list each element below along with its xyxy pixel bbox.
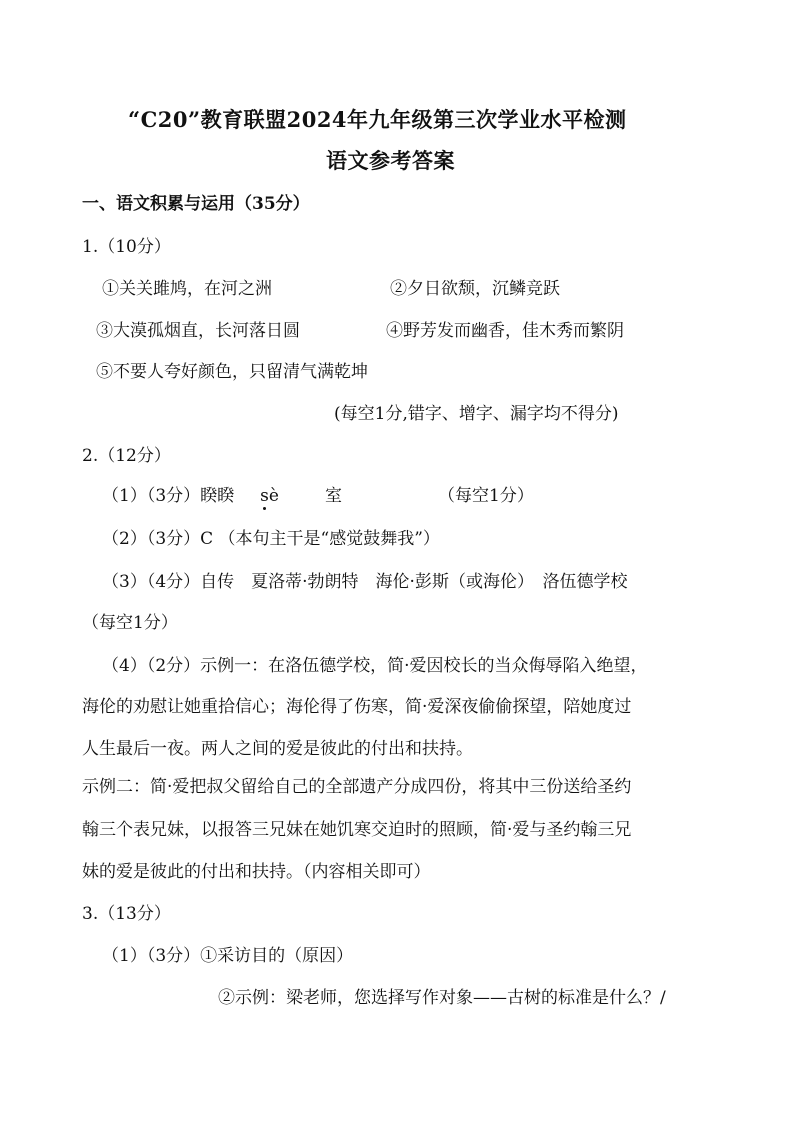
q1-answer-3: ③大漠孤烟直，长河落日圆 <box>96 321 300 341</box>
q3-part-1: （1）（3分）①采访目的（原因） <box>102 946 354 966</box>
q2-part-1-note: （每空1分） <box>438 486 534 506</box>
document-title: “C20”教育联盟2024年九年级第三次学业水平检测 <box>128 107 627 132</box>
q2-part-4-line-1: （4）（2分）示例一：在洛伍德学校，简·爱因校长的当众侮辱陷入绝望， <box>102 656 648 676</box>
q1-answer-2: ②夕日欲颓，沉鳞竞跃 <box>390 279 560 299</box>
question-1-label: 1.（10分） <box>82 237 171 257</box>
q2-part-3-line-2: （每空1分） <box>82 613 178 633</box>
q2-part-3-line-1: （3）（4分）自传 夏洛蒂·勃朗特 海伦·彭斯（或海伦） 洛伍德学校 <box>102 572 628 592</box>
q2-part-1 <box>102 481 342 506</box>
q1-answer-5: ⑤不要人夸好颜色，只留清气满乾坤 <box>96 362 368 382</box>
q2-part-4-line-5: 翰三个表兄妹，以报答三兄妹在她饥寒交迫时的照顾，简·爱与圣约翰三兄 <box>82 820 632 840</box>
question-3-label: 3.（13分） <box>82 904 171 924</box>
section-heading: 一、语文积累与运用（35分） <box>82 194 310 214</box>
q2-part-2: （2）（3分）C （本句主干是“感觉鼓舞我”） <box>102 529 440 549</box>
q2-part-4-line-4: 示例二：简·爱把叔父留给自己的全部遗产分成四份，将其中三份送给圣约 <box>82 777 632 797</box>
pinyin-text: sè <box>260 486 279 506</box>
q1-answer-4: ④野芳发而幽香，佳木秀而繁阴 <box>386 321 624 341</box>
emphasis-dot <box>263 507 266 510</box>
q1-answer-1: ①关关雎鸠，在河之洲 <box>102 279 272 299</box>
q3-part-1-example: ②示例：梁老师，您选择写作对象——古树的标准是什么？/ <box>218 988 666 1008</box>
q2-part-4-line-2: 海伦的劝慰让她重拾信心；海伦得了伤寒，简·爱深夜偷偷探望，陪她度过 <box>82 697 632 717</box>
q2-part-4-line-3: 人生最后一夜。两人之间的爱是彼此的付出和扶持。 <box>82 739 473 759</box>
question-2-label: 2.（12分） <box>82 446 171 466</box>
q2-part-4-line-6: 妹的爱是彼此的付出和扶持。（内容相关即可） <box>82 862 431 882</box>
q2-part-1-text: （1）（3分）睽睽 <box>102 486 235 506</box>
document-subtitle: 语文参考答案 <box>326 148 455 173</box>
q1-scoring-note: (每空1分,错字、增字、漏字均不得分) <box>334 404 619 424</box>
q2-part-1-char: 室 <box>324 486 342 506</box>
q2-part-1-pinyin <box>260 486 279 506</box>
